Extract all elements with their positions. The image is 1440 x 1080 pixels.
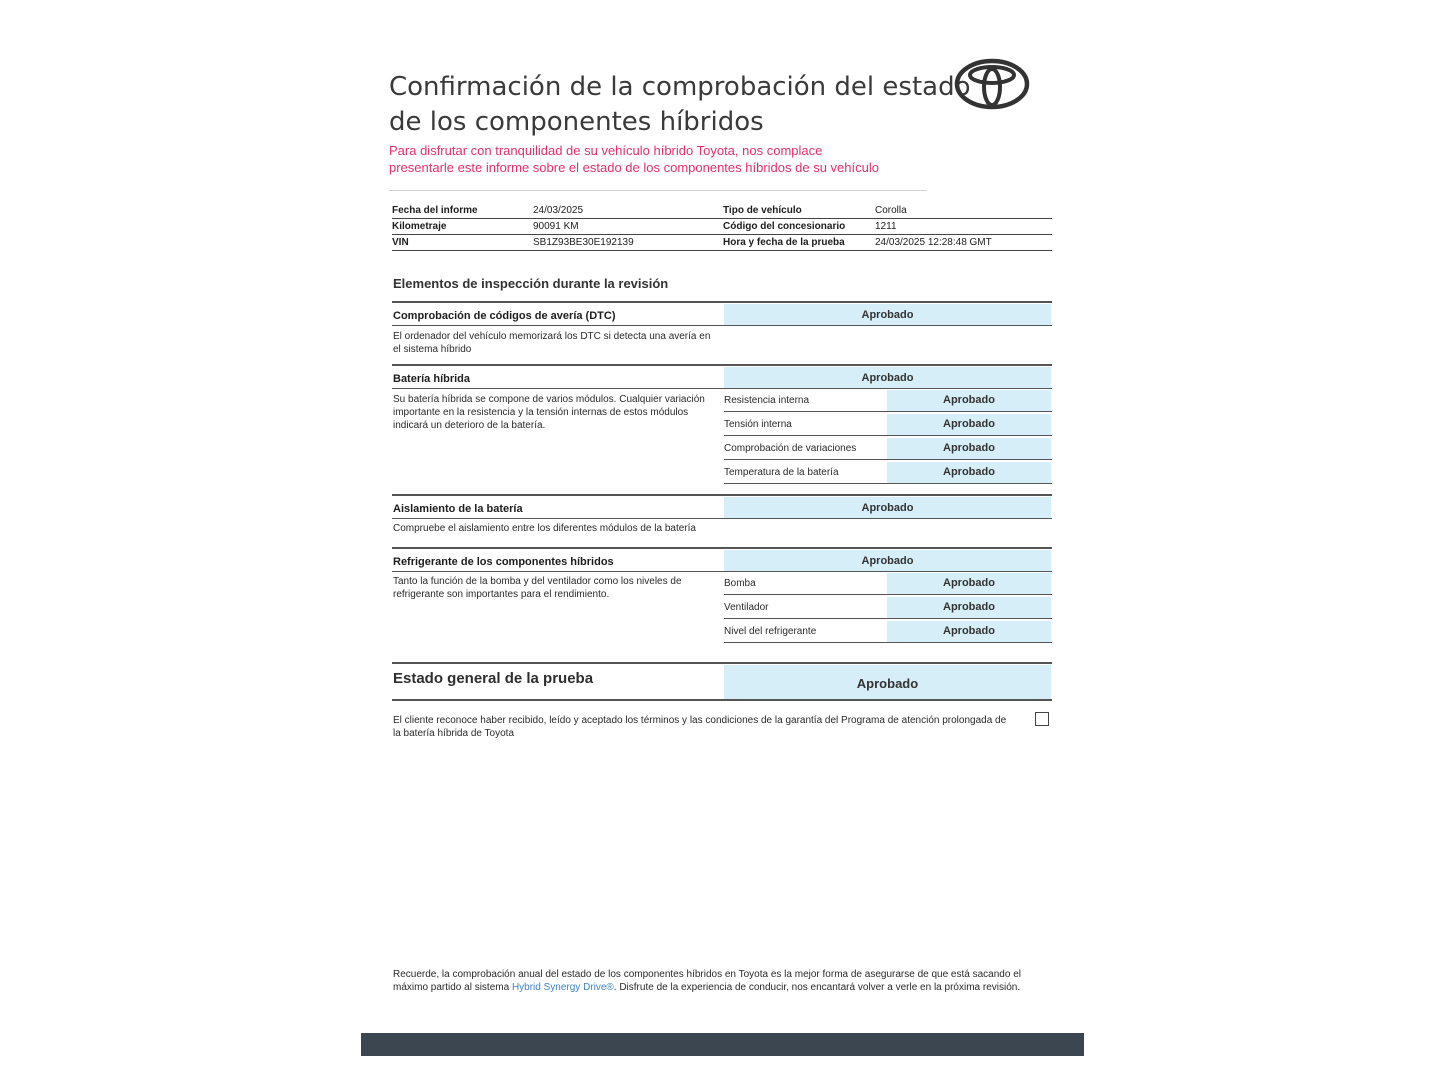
dtc-description: El ordenador del vehículo memorizará los DTC si detecta una avería en el sistema híbrido <box>393 331 711 355</box>
meta-label: Tipo de vehículo <box>723 205 802 216</box>
meta-row <box>392 203 1052 219</box>
row-divider <box>724 435 1052 436</box>
row-divider <box>724 483 1052 484</box>
intro-text: Para disfrutar con tranquilidad de su vehículo híbrido Toyota, nos complace presentarle este informe sobre el estado de los componentes híbridos de su vehículo <box>389 143 879 175</box>
battery-item-label: Tensión interna <box>724 419 792 430</box>
battery-item-label: Comprobación de variaciones <box>724 443 857 454</box>
row-divider <box>392 571 1052 572</box>
hybrid-synergy-drive-brand: Hybrid Synergy Drive® <box>511 982 614 993</box>
meta-row <box>392 235 1052 251</box>
meta-label: Fecha del informe <box>392 205 478 216</box>
footer-note-before: Recuerde, la comprobación anual del estado de los componentes híbridos en Toyota es la mejor forma de asegurarse de que está sacando el máximo partido al sistema <box>393 969 1021 993</box>
meta-value: 24/03/2025 12:28:48 GMT <box>875 237 992 248</box>
toyota-logo-icon <box>954 57 1030 111</box>
meta-value: 1211 <box>875 221 897 232</box>
coolant-description: Tanto la función de la bomba y del ventilador como los niveles de refrigerante son importantes para el rendimiento. <box>393 576 682 600</box>
acknowledgement-text: El cliente reconoce haber recibido, leído y aceptado los términos y las condiciones de la garantía del Programa de atención prolongada de la batería híbrida de Toyota <box>393 715 1007 739</box>
coolant-item-label: Bomba <box>724 578 756 589</box>
footer-note <box>393 968 1053 994</box>
battery-item-status: Aprobado <box>943 442 995 454</box>
battery-item-status: Aprobado <box>943 466 995 478</box>
checkbox-icon[interactable] <box>1035 712 1049 726</box>
intro-divider <box>389 190 927 191</box>
meta-value: Corolla <box>875 205 907 216</box>
meta-label: VIN <box>392 237 409 248</box>
section-divider <box>392 364 1052 366</box>
section-divider <box>392 547 1052 549</box>
row-divider <box>392 388 1052 389</box>
isolation-description: Compruebe el aislamiento entre los diferentes módulos de la batería <box>393 523 696 534</box>
row-divider <box>724 459 1052 460</box>
section-divider <box>392 662 1052 664</box>
footer-note-after: . Disfrute de la experiencia de conducir, nos encantará volver a verle en la próxima revisión. <box>613 982 1021 993</box>
title-line-1: Confirmación de la comprobación del estado <box>389 72 971 102</box>
battery-item-status: Aprobado <box>943 418 995 430</box>
row-divider <box>392 518 1052 519</box>
coolant-status: Aprobado <box>861 555 914 567</box>
battery-label: Batería híbrida <box>393 373 471 385</box>
isolation-label: Aislamiento de la batería <box>393 503 523 515</box>
battery-item-status: Aprobado <box>943 394 995 406</box>
meta-label: Código del concesionario <box>723 221 846 232</box>
battery-description: Su batería híbrida se compone de varios módulos. Cualquier variación importante en la resistencia y la tensión internas de estos módulos indicará un deterioro de la batería. <box>393 394 705 431</box>
footer-bar <box>361 1033 1084 1056</box>
row-divider <box>724 642 1052 643</box>
report-meta-table <box>392 203 1052 251</box>
battery-item-label: Temperatura de la batería <box>724 467 839 478</box>
coolant-item-status: Aprobado <box>943 625 995 637</box>
overall-status: Aprobado <box>856 676 919 691</box>
coolant-label: Refrigerante de los componentes híbridos <box>393 556 614 568</box>
coolant-item-label: Nivel del refrigerante <box>724 626 817 637</box>
title-line-2: de los componentes híbridos <box>389 107 764 137</box>
battery-item-label: Resistencia interna <box>724 395 810 406</box>
row-divider <box>392 325 1052 326</box>
row-divider <box>724 594 1052 595</box>
coolant-item-status: Aprobado <box>943 577 995 589</box>
section-divider <box>392 699 1052 701</box>
inspection-section-title: Elementos de inspección durante la revisión <box>393 276 669 291</box>
coolant-item-status: Aprobado <box>943 601 995 613</box>
document-title <box>389 70 989 140</box>
row-divider <box>724 411 1052 412</box>
dtc-status: Aprobado <box>861 309 914 321</box>
meta-label: Hora y fecha de la prueba <box>723 237 845 248</box>
coolant-item-label: Ventilador <box>724 602 769 613</box>
section-divider <box>392 301 1052 303</box>
isolation-status: Aprobado <box>861 502 914 514</box>
row-divider <box>724 618 1052 619</box>
dtc-label: Comprobación de códigos de avería (DTC) <box>393 310 616 322</box>
overall-label: Estado general de la prueba <box>393 670 594 687</box>
section-divider <box>392 494 1052 496</box>
meta-value: 90091 KM <box>533 221 579 232</box>
meta-value: 24/03/2025 <box>533 205 584 216</box>
meta-row <box>392 219 1052 235</box>
meta-value: SB1Z93BE30E192139 <box>533 237 634 248</box>
meta-label: Kilometraje <box>392 221 447 232</box>
battery-status: Aprobado <box>861 372 914 384</box>
